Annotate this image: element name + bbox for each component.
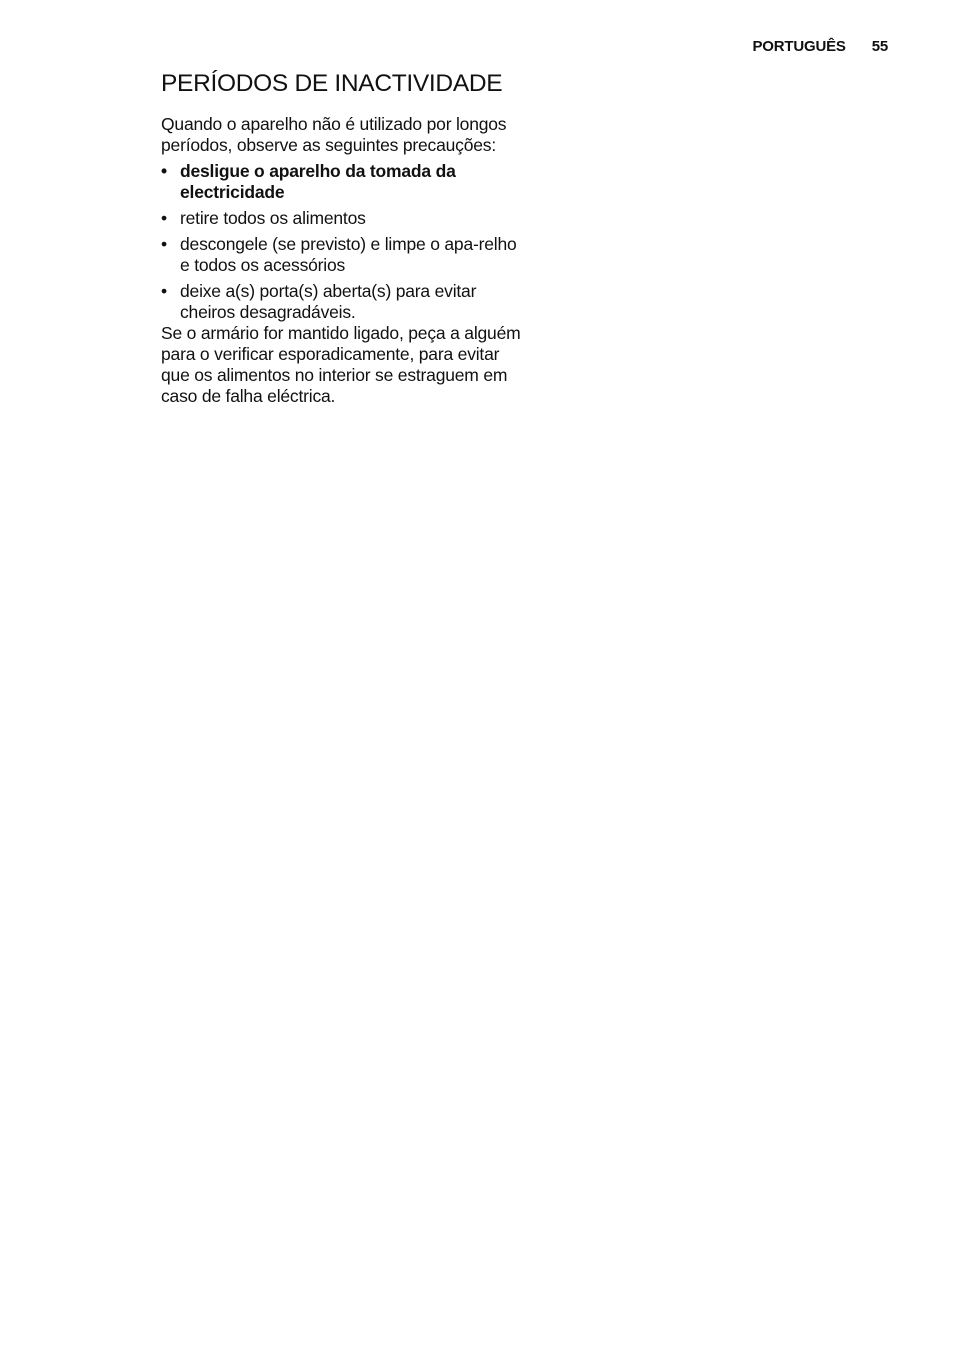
page-header	[752, 38, 888, 55]
section-title: PERÍODOS DE INACTIVIDADE	[161, 70, 503, 97]
list-item	[161, 281, 521, 323]
bullet-icon: •	[161, 281, 167, 301]
bullet-icon: •	[161, 208, 167, 228]
list-item	[161, 234, 521, 276]
bullet-icon: •	[161, 161, 167, 181]
list-item-text: descongele (se previsto) e limpe o apa-relho e todos os acessórios	[180, 234, 517, 275]
list-item-text: retire todos os alimentos	[180, 208, 366, 228]
list-item-text: deixe a(s) porta(s) aberta(s) para evitar cheiros desagradáveis.	[180, 281, 477, 322]
bullet-icon: •	[161, 234, 167, 254]
list-item	[161, 208, 521, 229]
closing-paragraph: Se o armário for mantido ligado, peça a alguém para o verificar esporadicamente, para evitar que os alimentos no interior se estraguem em caso de falha eléctrica.	[161, 323, 521, 406]
list-item	[161, 161, 521, 203]
section-content	[161, 68, 521, 407]
page-number: 55	[871, 38, 888, 55]
header-language: PORTUGUÊS	[752, 38, 846, 55]
precautions-list	[161, 161, 521, 323]
intro-paragraph: Quando o aparelho não é utilizado por longos períodos, observe as seguintes precauções:	[161, 114, 507, 155]
list-item-text: desligue o aparelho da tomada da electricidade	[180, 161, 456, 202]
